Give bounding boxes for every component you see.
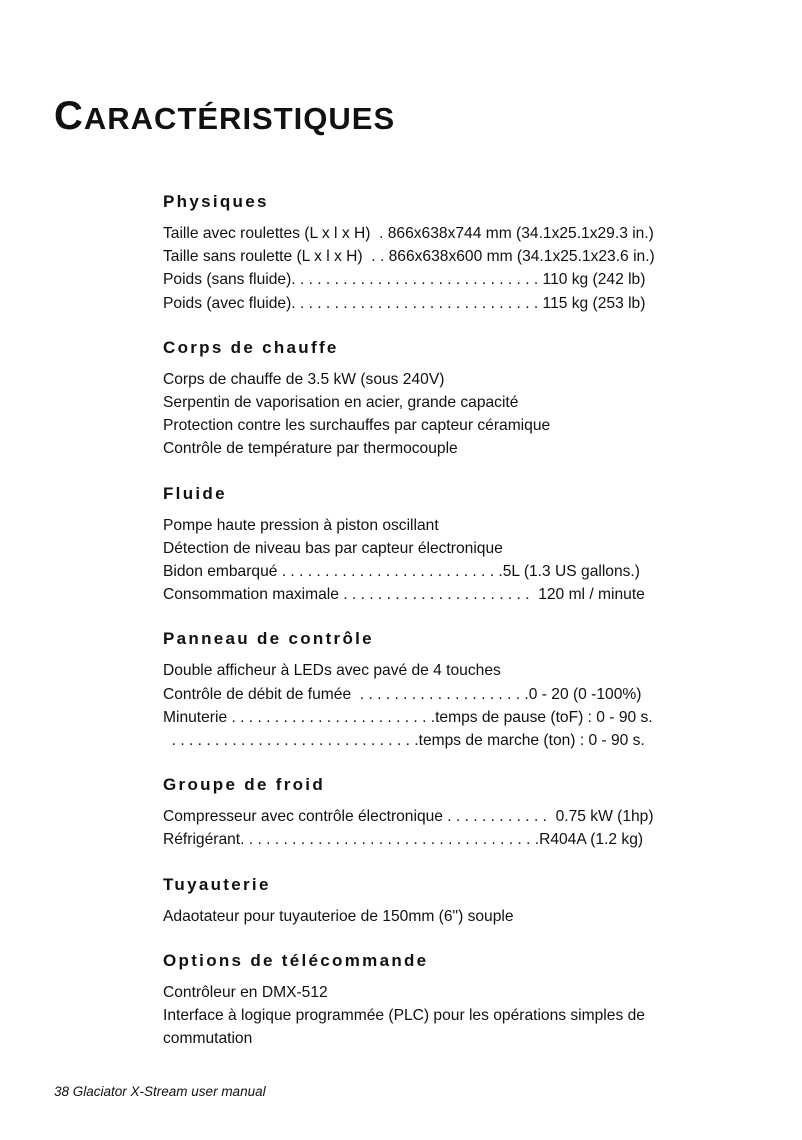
title-initial: C bbox=[54, 94, 84, 138]
spec-line: Adaotateur pour tuyauterioe de 150mm (6") souple bbox=[163, 907, 514, 925]
spec-line: Poids (sans fluide). . . . . . . . . . . . . . . . . . . . . . . . . . . . . 110 kg (242 lb) bbox=[163, 271, 646, 289]
spec-line: Interface à logique programmée (PLC) pour les opérations simples de bbox=[163, 1007, 645, 1025]
spec-line: Consommation maximale . . . . . . . . . . . . . . . . . . . . . . 120 ml / minute bbox=[163, 586, 645, 604]
section-groupe-de-froid bbox=[163, 773, 723, 851]
spec-line: Bidon embarqué . . . . . . . . . . . . . . . . . . . . . . . . . .5L (1.3 US gallons.) bbox=[163, 563, 640, 581]
spec-line: Contrôle de température par thermocouple bbox=[163, 440, 458, 458]
spec-line: Réfrigérant. . . . . . . . . . . . . . . . . . . . . . . . . . . . . . . . . . .R404A (1.2 kg) bbox=[163, 831, 644, 849]
section-heading: Groupe de froid bbox=[163, 775, 325, 795]
section-physiques bbox=[163, 190, 723, 315]
spec-line: Minuterie . . . . . . . . . . . . . . . . . . . . . . . .temps de pause (toF) : 0 - 90 s. bbox=[163, 708, 653, 726]
spec-line: Protection contre les surchauffes par capteur céramique bbox=[163, 417, 551, 435]
section-heading: Options de télécommande bbox=[163, 950, 429, 970]
page-title bbox=[54, 92, 395, 143]
section-heading: Corps de chauffe bbox=[163, 337, 339, 357]
spec-line: Double afficheur à LEDs avec pavé de 4 touches bbox=[163, 662, 501, 680]
spec-line: Taille sans roulette (L x l x H) . . 866x638x600 mm (34.1x25.1x23.6 in.) bbox=[163, 248, 655, 266]
section-corps-de-chauffe bbox=[163, 336, 723, 461]
title-rest: ARACTÉRISTIQUES bbox=[83, 101, 396, 136]
spec-line: Serpentin de vaporisation en acier, grande capacité bbox=[163, 394, 519, 412]
spec-line: Contrôle de débit de fumée . . . . . . . . . . . . . . . . . . . .0 - 20 (0 -100%) bbox=[163, 685, 642, 703]
section-heading: Physiques bbox=[163, 192, 269, 211]
page-footer: 38 Glaciator X-Stream user manual bbox=[54, 1084, 266, 1099]
spec-line: Détection de niveau bas par capteur électronique bbox=[163, 539, 503, 557]
spec-line: Contrôleur en DMX-512 bbox=[163, 983, 328, 1001]
section-heading: Fluide bbox=[163, 483, 227, 503]
section-heading: Panneau de contrôle bbox=[163, 629, 374, 649]
spec-line: Corps de chauffe de 3.5 kW (sous 240V) bbox=[163, 370, 445, 388]
spec-line: Compresseur avec contrôle électronique . . . . . . . . . . . . 0.75 kW (1hp) bbox=[163, 808, 654, 826]
spec-line: commutation bbox=[163, 1030, 253, 1048]
specifications-content bbox=[163, 190, 723, 1071]
spec-line: Poids (avec fluide). . . . . . . . . . . . . . . . . . . . . . . . . . . . . 115 kg (253 lb) bbox=[163, 294, 646, 312]
section-options-de-telecommande bbox=[163, 949, 723, 1051]
spec-line: . . . . . . . . . . . . . . . . . . . . . . . . . . . . .temps de marche (ton) : 0 - 90 s. bbox=[163, 732, 645, 750]
spec-line: Pompe haute pression à piston oscillant bbox=[163, 516, 439, 534]
section-fluide bbox=[163, 482, 723, 607]
section-panneau-de-controle bbox=[163, 627, 723, 752]
spec-line: Taille avec roulettes (L x l x H) . 866x638x744 mm (34.1x25.1x29.3 in.) bbox=[163, 225, 654, 242]
section-tuyauterie bbox=[163, 873, 723, 928]
section-heading: Tuyauterie bbox=[163, 874, 271, 894]
